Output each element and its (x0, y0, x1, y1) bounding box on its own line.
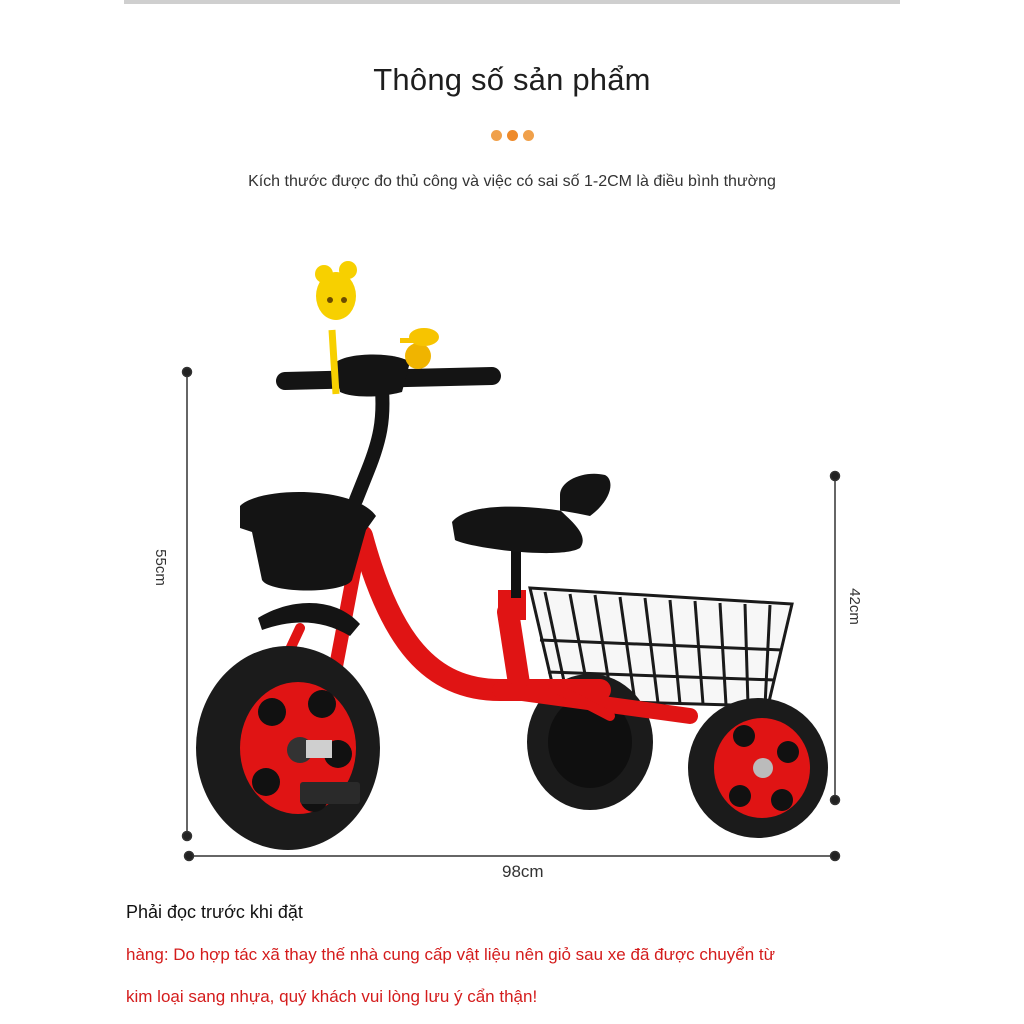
notice-line-1: hàng: Do hợp tác xã thay thế nhà cung cấp vật liệu nên giỏ sau xe đã được chuyển từ (126, 945, 775, 964)
handlebar-stem (356, 390, 382, 500)
seat (452, 474, 610, 553)
height-dimension-label: 55cm (151, 549, 169, 586)
length-dimension-label: 98cm (502, 862, 544, 881)
handlebar (285, 355, 492, 397)
rear-height-dimension-label: 42cm (845, 588, 863, 625)
measurement-note: Kích thước được đo thủ công và việc có sai số 1-2CM là điều bình thường (248, 173, 776, 190)
notice-line-2: kim loại sang nhựa, quý khách vui lòng lưu ý cẩn thận! (126, 987, 538, 1006)
pedal (300, 782, 360, 804)
notice-heading: Phải đọc trước khi đặt (126, 902, 303, 922)
front-wheel (196, 646, 380, 850)
rear-right-wheel (688, 698, 828, 838)
page-title: Thông số sản phẩm (373, 62, 651, 97)
